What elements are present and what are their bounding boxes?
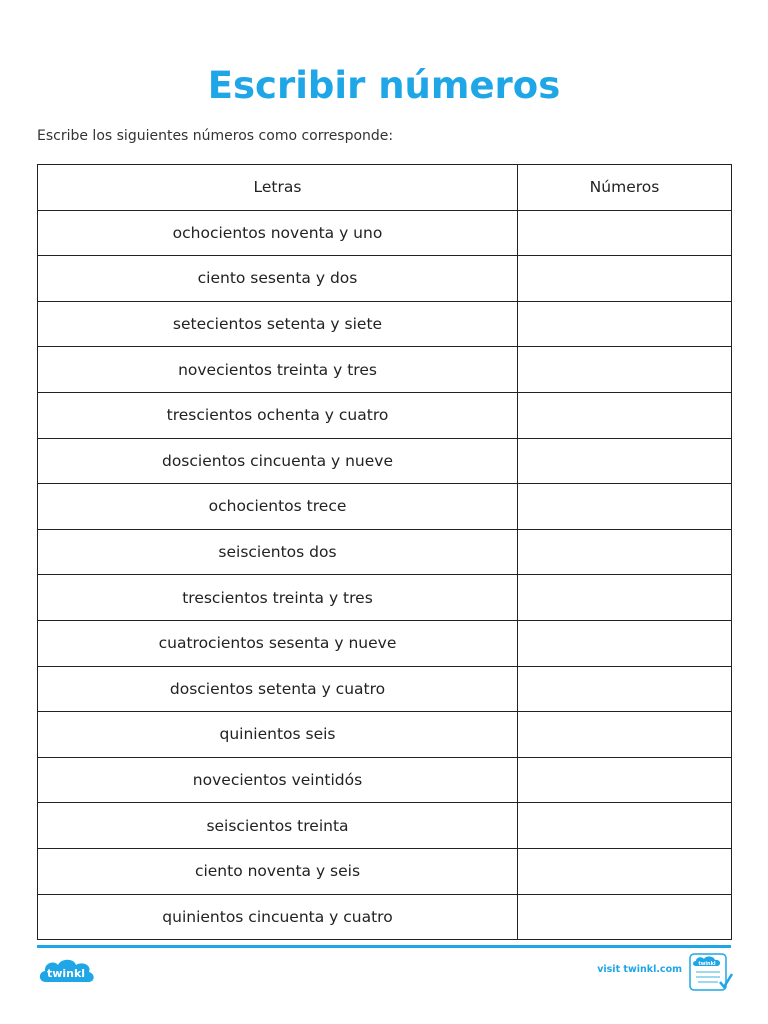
page-title: Escribir números xyxy=(207,64,561,107)
table-row xyxy=(38,803,732,849)
table-row xyxy=(38,484,732,530)
answer-cell[interactable] xyxy=(518,712,732,758)
answer-cell[interactable] xyxy=(518,256,732,302)
answer-cell[interactable] xyxy=(518,803,732,849)
table-row xyxy=(38,301,732,347)
number-words: trescientos treinta y tres xyxy=(38,575,518,621)
number-words: novecientos treinta y tres xyxy=(38,347,518,393)
answer-cell[interactable] xyxy=(518,620,732,666)
number-words: seiscientos treinta xyxy=(38,803,518,849)
instructions-text: Escribe los siguientes números como corresponde: xyxy=(37,128,394,144)
table-row xyxy=(38,620,732,666)
number-words: ciento sesenta y dos xyxy=(38,256,518,302)
answer-cell[interactable] xyxy=(518,210,732,256)
answer-cell[interactable] xyxy=(518,848,732,894)
number-words: doscientos cincuenta y nueve xyxy=(38,438,518,484)
answer-cell[interactable] xyxy=(518,484,732,530)
answer-cell[interactable] xyxy=(518,666,732,712)
answer-cell[interactable] xyxy=(518,529,732,575)
table-row xyxy=(38,666,732,712)
quality-badge-icon xyxy=(688,952,734,992)
logo-text: twinkl xyxy=(46,967,86,980)
number-words: seiscientos dos xyxy=(38,529,518,575)
answer-cell[interactable] xyxy=(518,757,732,803)
table-row xyxy=(38,210,732,256)
answer-cell[interactable] xyxy=(518,575,732,621)
footer-divider xyxy=(37,945,731,948)
table-header-row xyxy=(38,165,732,211)
number-words: cuatrocientos sesenta y nueve xyxy=(38,620,518,666)
table-row xyxy=(38,438,732,484)
answer-cell[interactable] xyxy=(518,347,732,393)
visit-link[interactable]: visit twinkl.com xyxy=(597,964,682,975)
table-row xyxy=(38,848,732,894)
table-row xyxy=(38,529,732,575)
answer-cell[interactable] xyxy=(518,438,732,484)
answer-cell[interactable] xyxy=(518,392,732,438)
header-numeros: Números xyxy=(518,165,732,211)
badge-text: twinkl xyxy=(698,961,716,967)
answer-cell[interactable] xyxy=(518,894,732,940)
worksheet-table xyxy=(37,164,732,940)
table-row xyxy=(38,757,732,803)
table-row xyxy=(38,256,732,302)
number-words: trescientos ochenta y cuatro xyxy=(38,392,518,438)
table-row xyxy=(38,894,732,940)
number-words: doscientos setenta y cuatro xyxy=(38,666,518,712)
table-row xyxy=(38,347,732,393)
number-words: novecientos veintidós xyxy=(38,757,518,803)
table-row xyxy=(38,392,732,438)
answer-cell[interactable] xyxy=(518,301,732,347)
number-words: quinientos cincuenta y cuatro xyxy=(38,894,518,940)
table-row xyxy=(38,712,732,758)
number-words: ochocientos noventa y uno xyxy=(38,210,518,256)
table-row xyxy=(38,575,732,621)
header-letras: Letras xyxy=(38,165,518,211)
twinkl-logo[interactable] xyxy=(36,954,98,988)
number-words: setecientos setenta y siete xyxy=(38,301,518,347)
number-words: ciento noventa y seis xyxy=(38,848,518,894)
number-words: quinientos seis xyxy=(38,712,518,758)
number-words: ochocientos trece xyxy=(38,484,518,530)
